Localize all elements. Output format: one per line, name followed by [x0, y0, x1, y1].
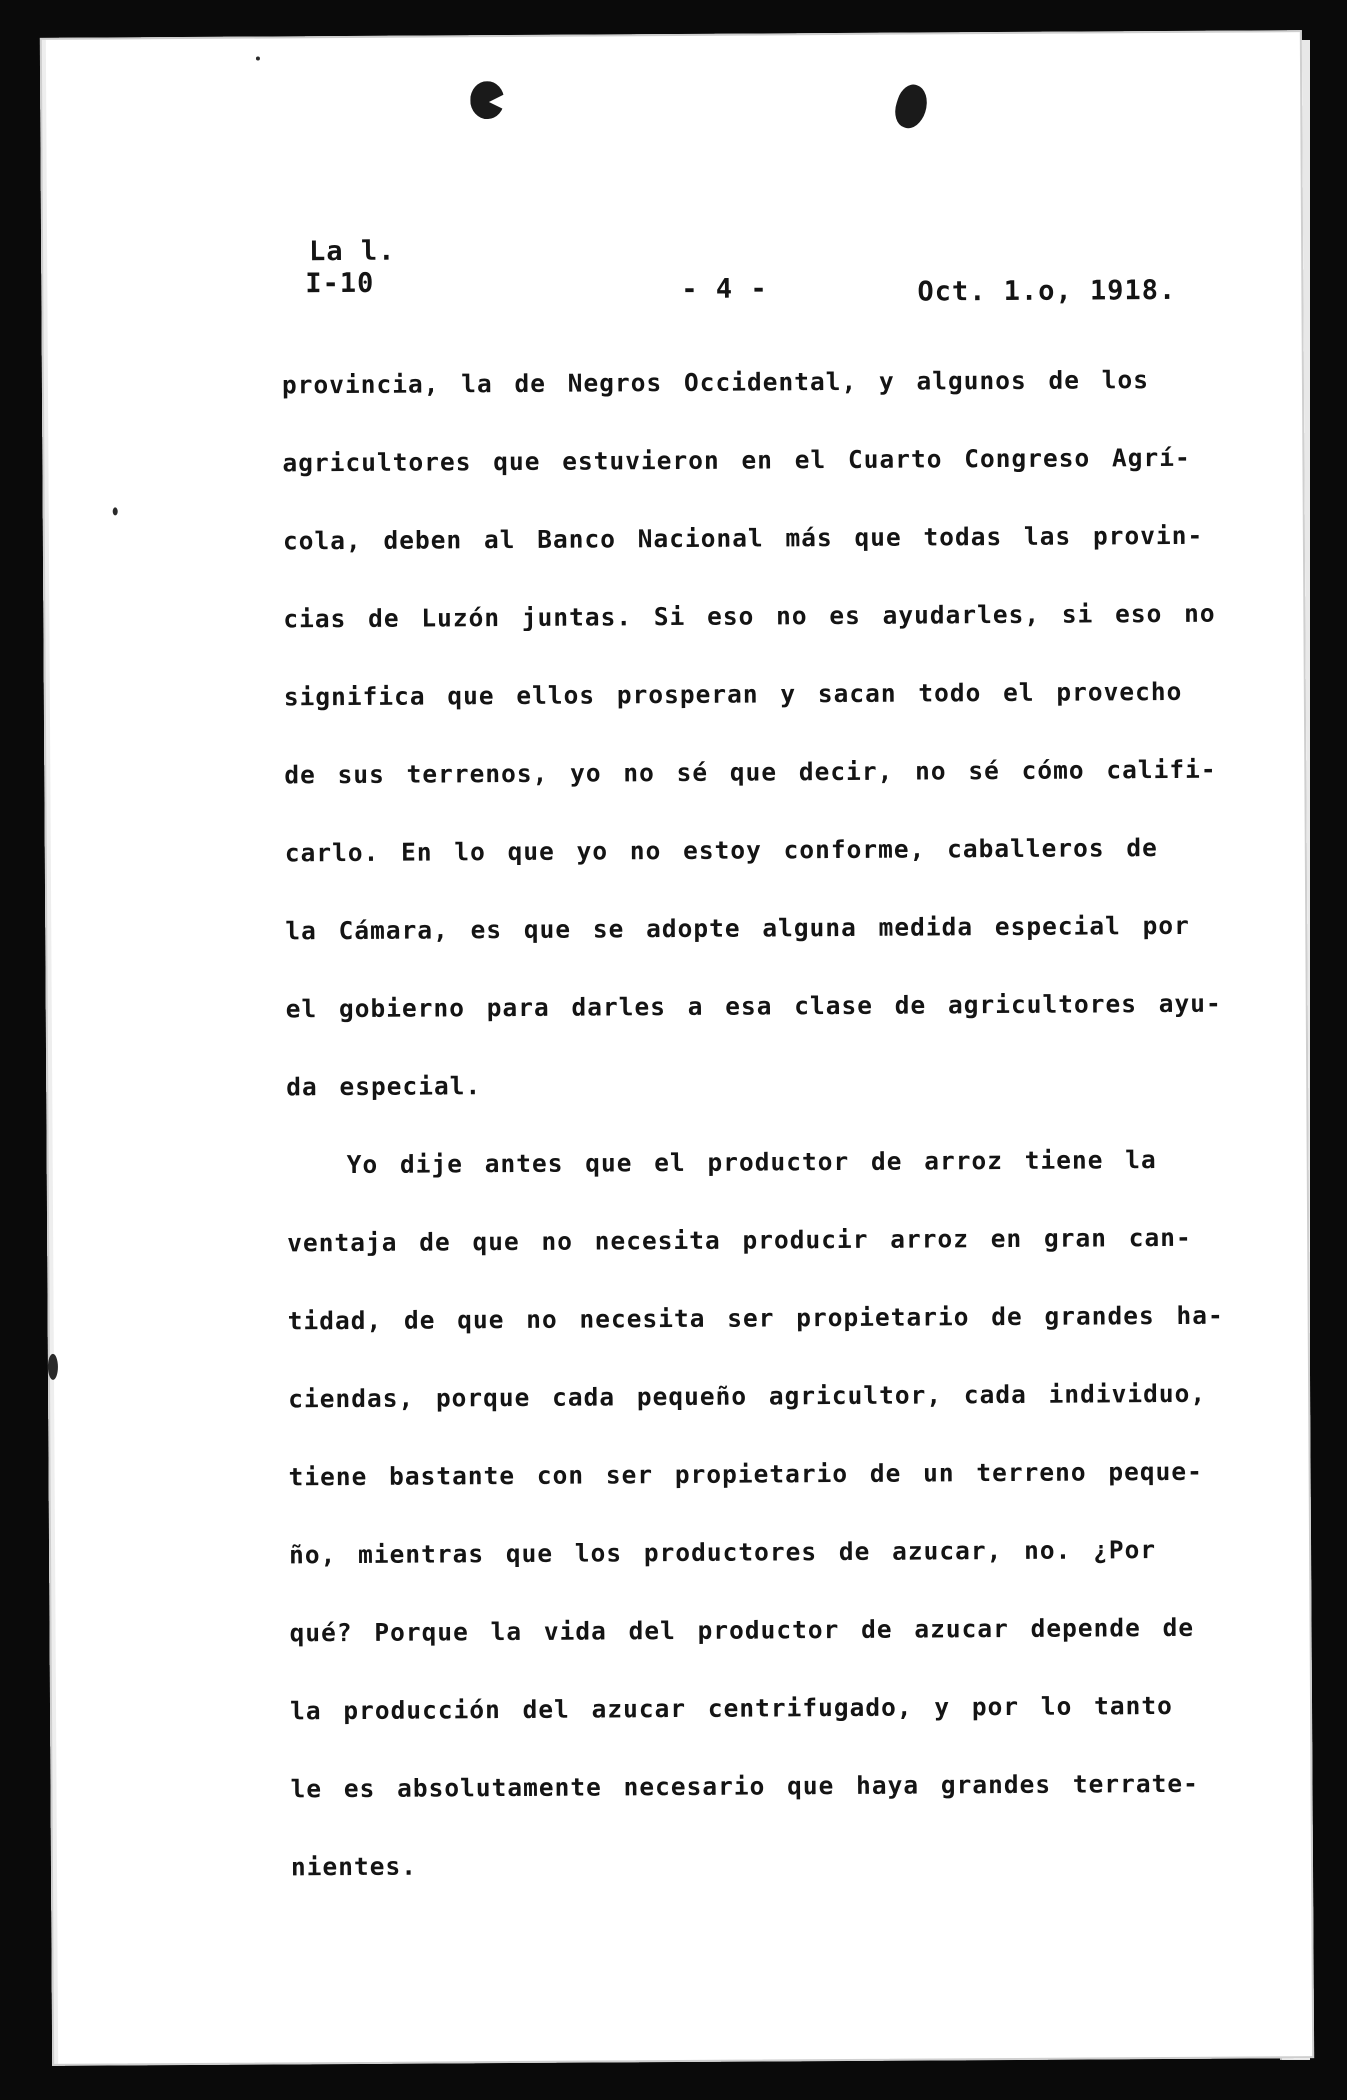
- reference-code-line2: I-10: [305, 267, 375, 300]
- text-line: nientes.: [290, 1851, 418, 1882]
- text-line: qué? Porque la vida del productor de azucar depende de: [289, 1612, 1195, 1648]
- text-line: le es absolutamente necesario que haya grandes terrate-: [290, 1768, 1199, 1804]
- text-line: la producción del azucar centrifugado, y por lo tanto: [289, 1690, 1173, 1726]
- text-line: de sus terrenos, yo no sé que decir, no sé cómo califi-: [284, 754, 1217, 790]
- scan-speck: [48, 1354, 58, 1380]
- document-date: Oct. 1.o, 1918.: [917, 274, 1177, 308]
- text-line: ño, mientras que los productores de azucar, no. ¿Por: [289, 1535, 1157, 1570]
- scan-speck: [113, 507, 118, 515]
- text-line: tiene bastante con ser propietario de un terreno peque-: [288, 1456, 1203, 1492]
- page-header: [40, 30, 1303, 308]
- text-line: el gobierno para darles a esa clase de agricultores ayu-: [285, 988, 1222, 1024]
- text-line: significa que ellos prosperan y sacan todo el provecho: [283, 676, 1183, 712]
- text-line: cola, deben al Banco Nacional más que todas las provin-: [282, 520, 1204, 556]
- text-line: agricultores que estuvieron en el Cuarto Congreso Agrí-: [282, 442, 1191, 478]
- text-line: da especial.: [286, 1071, 482, 1102]
- text-line: tidad, de que no necesita ser propietario de grandes ha-: [287, 1300, 1224, 1336]
- reference-code-line1: La l.: [309, 235, 396, 268]
- text-line: provincia, la de Negros Occidental, y algunos de los: [281, 365, 1150, 400]
- page-number: - 4 -: [681, 273, 768, 305]
- text-line: carlo. En lo que yo no estoy conforme, caballeros de: [284, 833, 1158, 868]
- text-line: cias de Luzón juntas. Si eso no es ayudarles, si eso no: [283, 598, 1216, 634]
- paragraph-first-line: Yo dije antes que el productor de arroz tiene la: [346, 1145, 1157, 1180]
- document-page: [40, 30, 1314, 2066]
- text-line: ventaja de que no necesita producir arroz en gran can-: [287, 1222, 1192, 1258]
- text-line: ciendas, porque cada pequeño agricultor, cada individuo,: [288, 1378, 1207, 1414]
- text-line: la Cámara, es que se adopte alguna medida especial por: [285, 910, 1190, 946]
- body-text: [282, 341, 1232, 1907]
